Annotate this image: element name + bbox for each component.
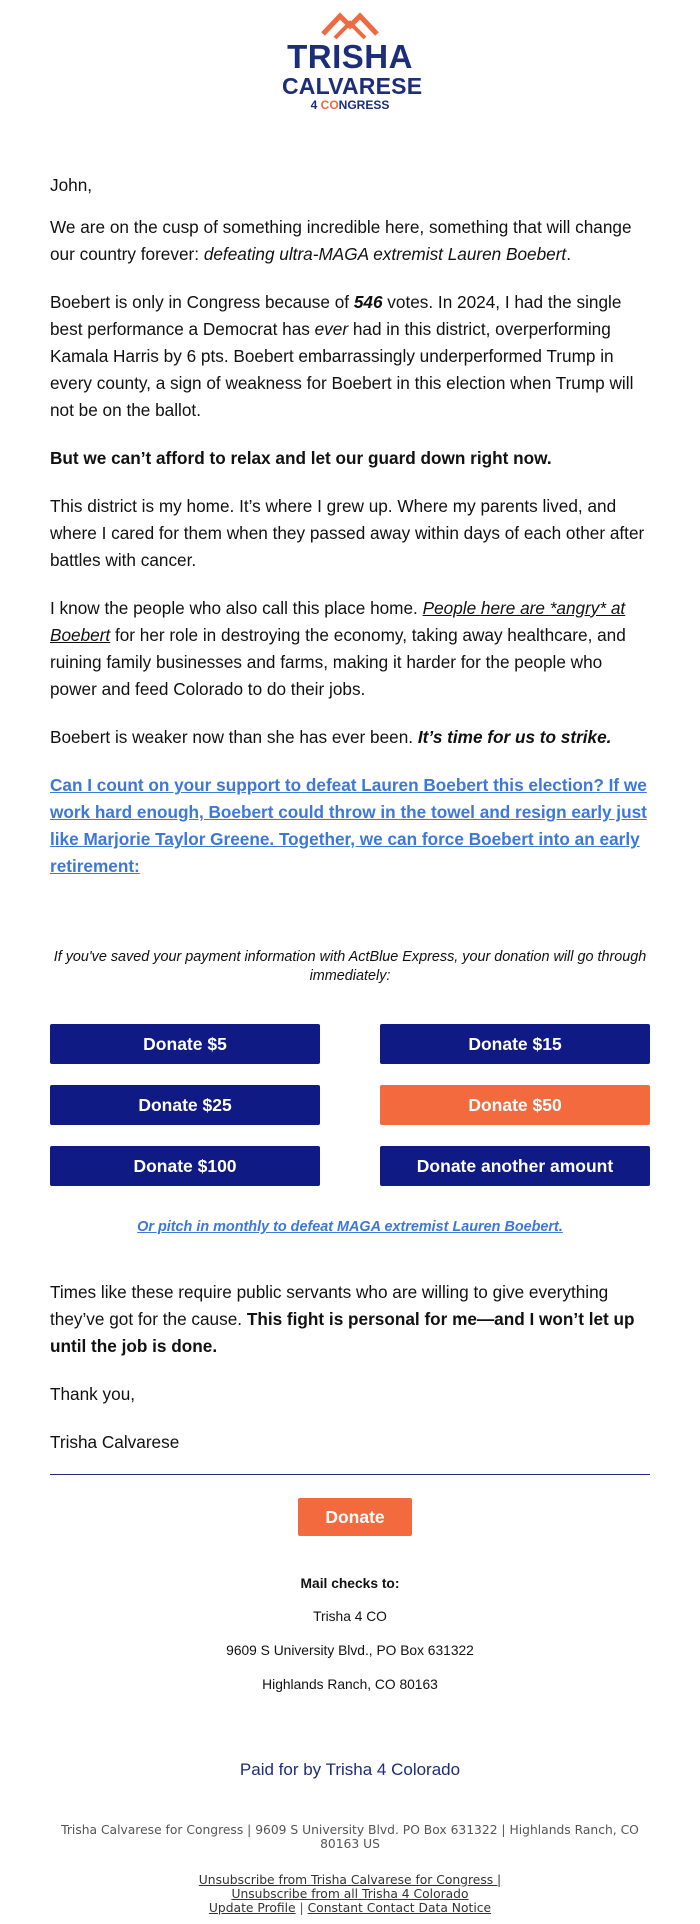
data-notice-link[interactable]: Constant Contact Data Notice (307, 1901, 492, 1915)
paragraph-1: We are on the cusp of something incredible here, something that will change our country forever: defeating ultra-MAGA extremist Lauren Boebert. (50, 217, 632, 264)
donate-100-button[interactable]: Donate $100 (50, 1146, 320, 1186)
signature: Trisha Calvarese (50, 1432, 180, 1452)
greeting: John, (50, 175, 93, 195)
paragraph-3: But we can’t afford to relax and let our guard down right now. (50, 448, 552, 468)
footer-address: Trisha Calvarese for Congress | 9609 S University Blvd. PO Box 631322 | Highlands Ranch, CO 80163 US (61, 1823, 639, 1851)
donate-other-button[interactable]: Donate another amount (380, 1146, 650, 1186)
support-cta-link[interactable]: Can I count on your support to defeat Lauren Boebert this election? If we work hard enough, Boebert could throw in the towel and resign early just like Marjorie Taylor Greene. Together, we can force Boebert into an early retirement: (50, 775, 647, 876)
actblue-note: If you've saved your payment information with ActBlue Express, your donation will go through immediately: (53, 949, 647, 984)
mail-line-2: 9609 S University Blvd., PO Box 631322 (226, 1643, 474, 1658)
mail-checks-title: Mail checks to: (300, 1576, 400, 1591)
update-profile-link[interactable]: Update Profile (208, 1901, 296, 1915)
divider (50, 1474, 650, 1475)
donate-25-button[interactable]: Donate $25 (50, 1085, 320, 1125)
unsubscribe-link[interactable]: Unsubscribe from Trisha Calvarese for Congress | (198, 1873, 502, 1887)
footer-links: Unsubscribe from Trisha Calvarese for Congress | Unsubscribe from all Trisha 4 Colorado Update Profile | Constant Contact Data Notice (198, 1873, 502, 1915)
paragraph-2: Boebert is only in Congress because of 546 votes. In 2024, I had the single best performance a Democrat has ever had in this district, overperforming Kamala Harris by 6 pts. Boebert embarrassingly underperformed Trump in every county, a sign of weakness for Boebert in this election when Trump will not be on the ballot. (50, 292, 634, 420)
thanks: Thank you, (50, 1384, 136, 1404)
angry-link[interactable]: People here are *angry* at Boebert (50, 598, 626, 645)
logo-line-1: TRISHA (287, 38, 413, 75)
closing-paragraph: Times like these require public servants who are willing to give everything they’ve got for the cause. This fight is personal for me—and I won’t let up until the job is done. (50, 1282, 635, 1356)
paragraph-6: Boebert is weaker now than she has ever been. It’s time for us to strike. (50, 727, 612, 747)
monthly-donation-link[interactable]: Or pitch in monthly to defeat MAGA extremist Lauren Boebert. (137, 1219, 563, 1235)
closing-section (50, 1279, 650, 1477)
paid-for-by: Paid for by Trisha 4 Colorado (239, 1760, 461, 1779)
donate-5-button[interactable]: Donate $5 (50, 1024, 320, 1064)
logo-line-2: CALVARESE (282, 73, 423, 99)
mail-line-1: Trisha 4 CO (313, 1609, 387, 1624)
donate-15-button[interactable]: Donate $15 (380, 1024, 650, 1064)
donate-button[interactable]: Donate (298, 1498, 412, 1536)
paragraph-4: This district is my home. It’s where I grew up. Where my parents lived, and where I cared for them when they passed away within days of each other after battles with cancer. (50, 496, 645, 570)
campaign-logo (282, 10, 423, 112)
email-body (50, 172, 650, 880)
donate-50-button[interactable]: Donate $50 (380, 1085, 650, 1125)
unsubscribe-all-link[interactable]: Unsubscribe from all Trisha 4 Colorado (231, 1887, 469, 1901)
logo-line-3: 4 CONGRESS (310, 98, 390, 112)
paragraph-5: I know the people who also call this place home. People here are *angry* at Boebert for her role in destroying the economy, taking away healthcare, and ruining family businesses and farms, making it harder for the people who power and feed Colorado to do their jobs. (50, 598, 626, 699)
mail-line-3: Highlands Ranch, CO 80163 (262, 1677, 438, 1692)
